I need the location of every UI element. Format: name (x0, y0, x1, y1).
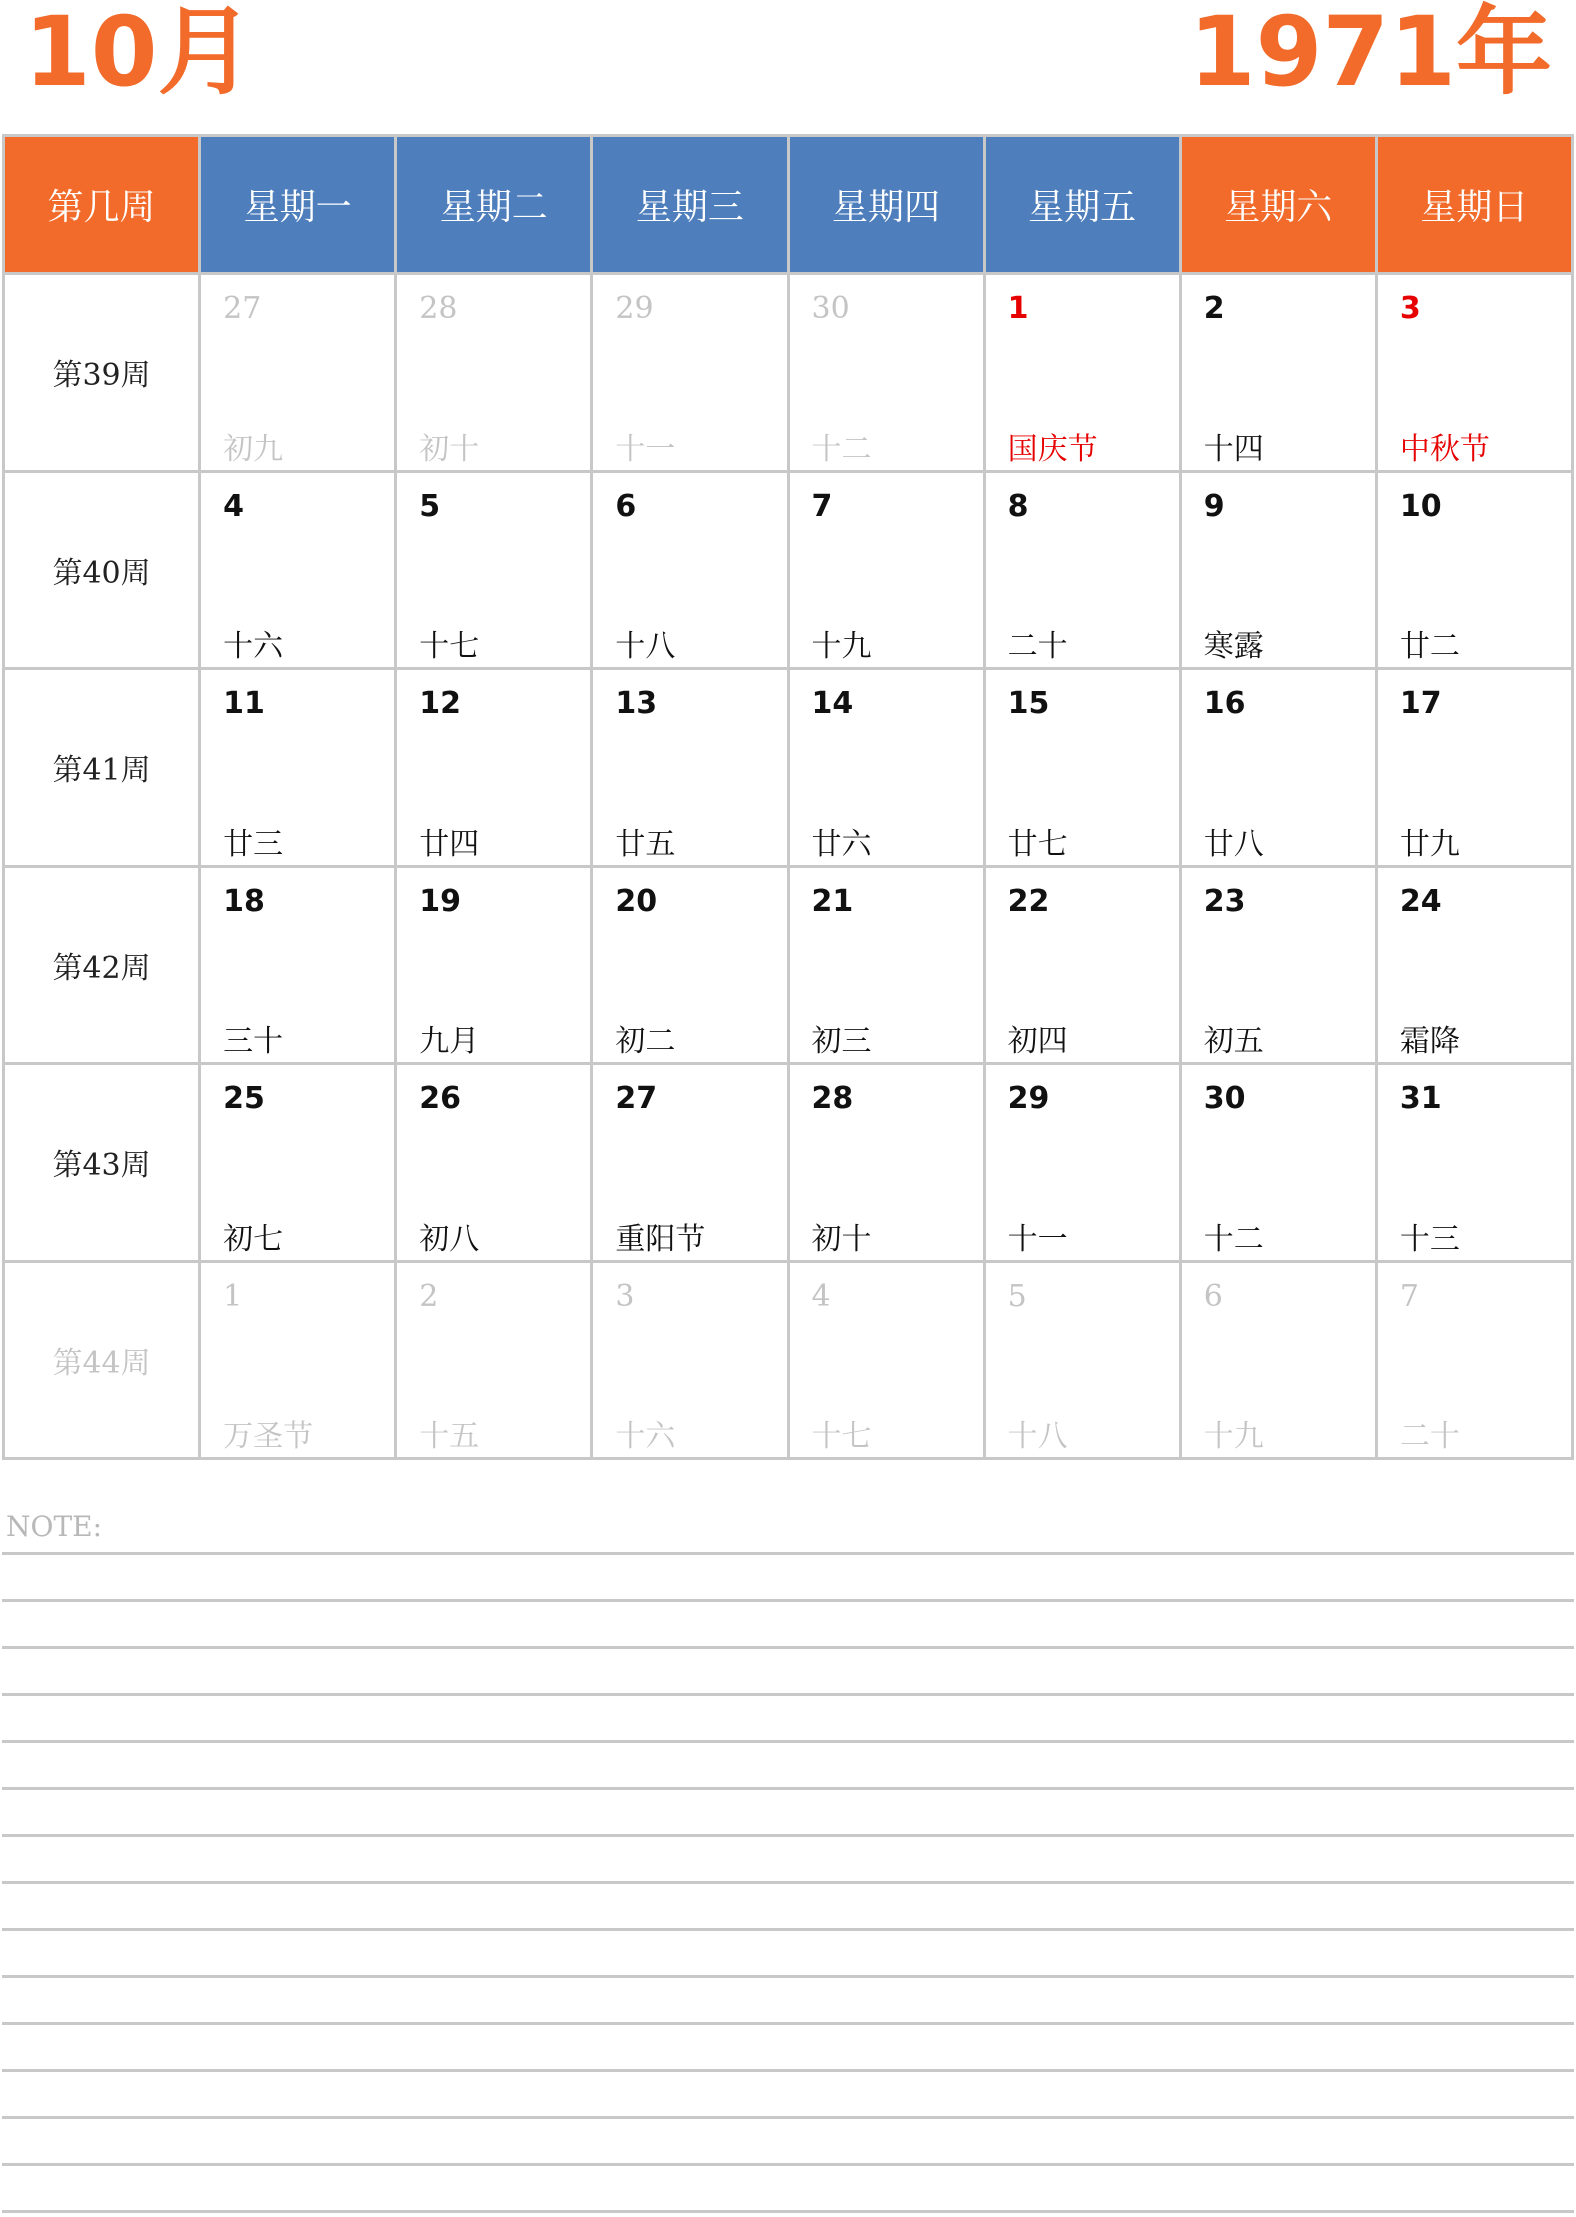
header-week-number: 第几周 (4, 136, 200, 274)
lunar-date: 十二 (1203, 1221, 1264, 1257)
day-number: 28 (811, 1081, 854, 1116)
calendar-grid (2, 134, 1574, 1460)
day-number: 5 (1007, 1278, 1027, 1314)
lunar-date: 初十 (419, 431, 480, 467)
day-cell (1376, 471, 1572, 669)
week-number: 第44周 (4, 1261, 200, 1459)
week-row (4, 669, 1573, 867)
day-cell (592, 1261, 788, 1459)
day-cell (788, 866, 984, 1064)
lunar-date: 十八 (615, 629, 676, 664)
lunar-date: 十九 (1203, 1419, 1264, 1454)
day-cell (1180, 669, 1376, 867)
day-number: 27 (223, 291, 262, 326)
header-wednesday: 星期三 (592, 136, 788, 274)
day-cell (984, 669, 1180, 867)
day-cell (200, 1261, 396, 1459)
lunar-date: 十八 (1007, 1419, 1068, 1454)
lunar-date: 十七 (811, 1419, 872, 1454)
day-cell (1376, 866, 1572, 1064)
week-number: 第42周 (4, 866, 200, 1064)
day-number: 28 (419, 291, 458, 326)
day-number: 26 (419, 1081, 461, 1116)
day-cell (984, 1261, 1180, 1459)
day-number: 4 (811, 1278, 831, 1314)
lunar-date: 廿三 (223, 826, 284, 862)
day-cell (984, 866, 1180, 1064)
lunar-date: 廿八 (1203, 826, 1264, 862)
note-line (2, 1552, 1574, 1555)
day-cell (1376, 274, 1572, 472)
lunar-date: 十七 (419, 629, 480, 664)
week-number: 第40周 (4, 471, 200, 669)
week-number: 第41周 (4, 669, 200, 867)
day-cell (592, 1064, 788, 1262)
day-cell (396, 471, 592, 669)
day-number: 30 (811, 291, 850, 326)
lunar-date: 十四 (1203, 431, 1264, 467)
note-line (2, 1599, 1574, 1602)
day-cell (200, 274, 396, 472)
note-line (2, 1975, 1574, 1978)
lunar-date: 初七 (223, 1221, 284, 1257)
day-number: 2 (419, 1278, 439, 1314)
day-number: 17 (1399, 686, 1442, 721)
header-monday: 星期一 (200, 136, 396, 274)
lunar-date: 二十 (1399, 1419, 1460, 1454)
day-number: 8 (1007, 488, 1029, 524)
note-line (2, 1646, 1574, 1649)
header-friday: 星期五 (984, 136, 1180, 274)
day-cell (592, 471, 788, 669)
day-cell (1180, 1261, 1376, 1459)
note-line (2, 2163, 1574, 2166)
lunar-date: 十五 (419, 1419, 480, 1454)
holiday-label: 中秋节 (1399, 431, 1490, 467)
holiday-label: 国庆节 (1007, 431, 1098, 467)
lunar-date: 十六 (615, 1419, 676, 1454)
note-line (2, 1787, 1574, 1790)
lunar-date: 三十 (223, 1024, 284, 1059)
day-number: 9 (1203, 488, 1225, 524)
day-cell (200, 866, 396, 1064)
lunar-date: 廿二 (1399, 629, 1460, 664)
day-number: 31 (1399, 1081, 1442, 1116)
day-number: 13 (615, 686, 658, 721)
month-title: 10月 (24, 0, 254, 108)
day-cell (788, 1261, 984, 1459)
day-cell (788, 1064, 984, 1262)
day-number: 7 (811, 488, 833, 524)
lunar-date: 廿五 (615, 826, 676, 862)
day-number: 24 (1399, 883, 1442, 919)
lunar-date: 十一 (1007, 1221, 1068, 1257)
day-number: 10 (1399, 488, 1442, 524)
day-number: 20 (615, 883, 658, 919)
lunar-date: 二十 (1007, 629, 1068, 664)
lunar-date: 初十 (811, 1221, 872, 1257)
note-line (2, 1881, 1574, 1884)
day-cell (200, 669, 396, 867)
day-number: 6 (615, 488, 637, 524)
lunar-date: 重阳节 (615, 1221, 706, 1257)
lunar-date: 初九 (223, 431, 284, 467)
day-number: 23 (1203, 883, 1246, 919)
day-cell (1376, 1064, 1572, 1262)
header-saturday: 星期六 (1180, 136, 1376, 274)
year-title: 1971年 (1188, 0, 1552, 108)
lunar-date: 初三 (811, 1024, 872, 1059)
week-row (4, 1064, 1573, 1262)
day-cell (1180, 471, 1376, 669)
week-row (4, 471, 1573, 669)
day-cell (788, 274, 984, 472)
day-number: 14 (811, 686, 854, 721)
lunar-date: 十三 (1399, 1221, 1460, 1257)
day-number: 29 (615, 291, 654, 326)
note-line (2, 2210, 1574, 2213)
lunar-date: 初四 (1007, 1024, 1068, 1059)
day-cell (200, 471, 396, 669)
day-number: 27 (615, 1081, 658, 1116)
note-line (2, 1740, 1574, 1743)
day-cell (984, 274, 1180, 472)
note-line (2, 2022, 1574, 2025)
header-tuesday: 星期二 (396, 136, 592, 274)
day-number: 1 (223, 1278, 243, 1314)
header-sunday: 星期日 (1376, 136, 1572, 274)
week-row (4, 866, 1573, 1064)
lunar-date: 十二 (811, 431, 872, 467)
note-label: NOTE: (6, 1510, 103, 1543)
day-number: 12 (419, 686, 461, 721)
week-row (4, 1261, 1573, 1459)
day-number: 2 (1203, 291, 1225, 326)
day-cell (788, 669, 984, 867)
lunar-date: 十六 (223, 629, 284, 664)
day-number: 30 (1203, 1081, 1246, 1116)
lunar-date: 霜降 (1399, 1024, 1460, 1059)
day-cell (396, 866, 592, 1064)
day-number: 19 (419, 883, 461, 919)
week-number: 第43周 (4, 1064, 200, 1262)
day-cell (200, 1064, 396, 1262)
day-cell (984, 1064, 1180, 1262)
lunar-date: 十九 (811, 629, 872, 664)
lunar-date: 初五 (1203, 1024, 1264, 1059)
note-line (2, 1834, 1574, 1837)
day-cell (1376, 669, 1572, 867)
weekday-header-row (4, 136, 1573, 274)
note-line (2, 1693, 1574, 1696)
day-number: 3 (1399, 291, 1421, 326)
day-number: 5 (419, 488, 441, 524)
week-number: 第39周 (4, 274, 200, 472)
day-number: 21 (811, 883, 854, 919)
day-cell (1180, 1064, 1376, 1262)
day-number: 3 (615, 1278, 635, 1314)
lunar-date: 九月 (419, 1024, 480, 1059)
lunar-date: 廿四 (419, 826, 480, 862)
day-number: 15 (1007, 686, 1050, 721)
lunar-date: 十一 (615, 431, 676, 467)
week-row (4, 274, 1573, 472)
day-cell (1180, 274, 1376, 472)
day-cell (1376, 1261, 1572, 1459)
lunar-date: 廿九 (1399, 826, 1460, 862)
lunar-date: 廿六 (811, 826, 872, 862)
day-cell (592, 274, 788, 472)
day-cell (788, 471, 984, 669)
day-cell (592, 669, 788, 867)
day-cell (396, 669, 592, 867)
day-number: 16 (1203, 686, 1246, 721)
note-line (2, 1928, 1574, 1931)
day-cell (396, 1064, 592, 1262)
note-line (2, 2116, 1574, 2119)
note-line (2, 2069, 1574, 2072)
day-number: 18 (223, 883, 265, 919)
day-number: 1 (1007, 291, 1029, 326)
day-number: 7 (1399, 1278, 1419, 1314)
day-cell (1180, 866, 1376, 1064)
lunar-date: 廿七 (1007, 826, 1068, 862)
day-number: 4 (223, 488, 244, 524)
day-cell (396, 1261, 592, 1459)
lunar-date: 初二 (615, 1024, 676, 1059)
day-cell (984, 471, 1180, 669)
header-thursday: 星期四 (788, 136, 984, 274)
day-number: 29 (1007, 1081, 1050, 1116)
day-number: 11 (223, 686, 265, 721)
day-number: 25 (223, 1081, 265, 1116)
lunar-date: 初八 (419, 1221, 480, 1257)
day-number: 6 (1203, 1278, 1223, 1314)
day-cell (396, 274, 592, 472)
day-cell (592, 866, 788, 1064)
lunar-date: 万圣节 (223, 1419, 314, 1454)
day-number: 22 (1007, 883, 1050, 919)
lunar-date: 寒露 (1203, 629, 1264, 664)
